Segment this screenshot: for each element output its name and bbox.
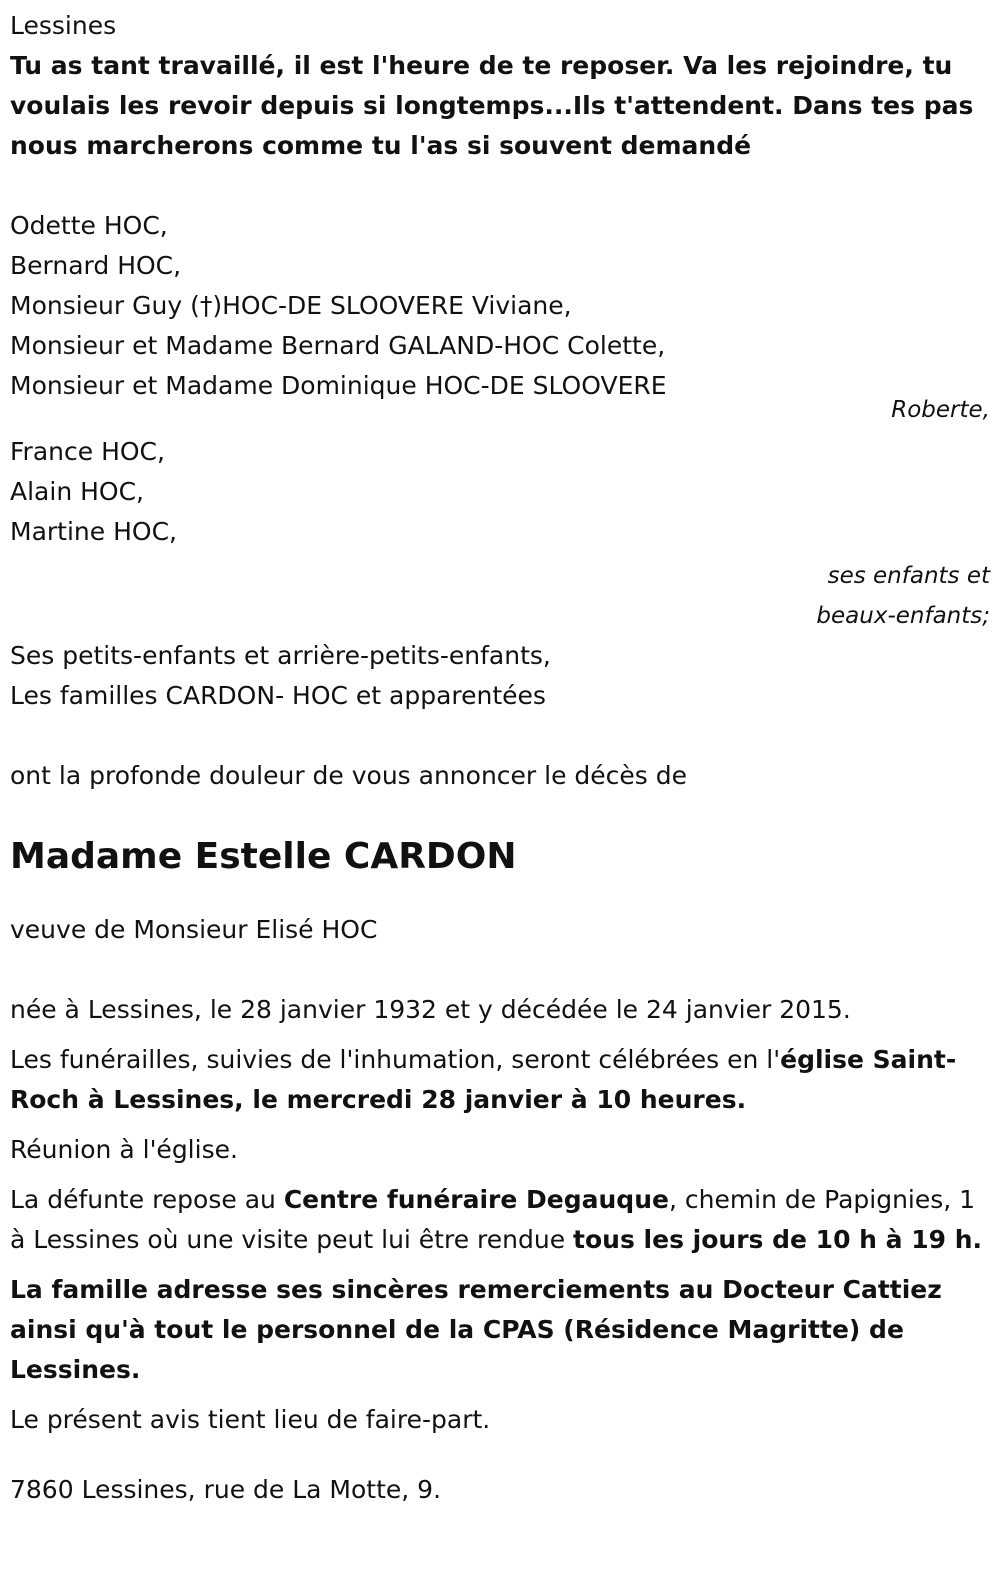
group2-relation-line2: beaux-enfants; [816,603,990,629]
mourner-line: Monsieur et Madame Bernard GALAND-HOC Colette, [10,331,666,360]
mourner-line: Monsieur Guy (†)HOC-DE SLOOVERE Viviane, [10,291,572,320]
announcement-text: ont la profonde douleur de vous annoncer le décès de [10,761,688,790]
repose-text-1: La défunte repose au [10,1185,284,1214]
spacer [10,950,990,990]
group2-relation-line1: ses enfants et [827,563,990,589]
meeting-point: Réunion à l'église. [10,1135,238,1164]
repose-text-2: , chemin de Papignies, 1 à Lessines où une visite peut lui être rendue [10,1185,976,1254]
mourner-line: Monsieur et Madame Dominique HOC-DE SLOOVERE [10,371,667,400]
contact-address: 7860 Lessines, rue de La Motte, 9. [10,1475,442,1504]
mourners-group-2 [10,432,990,636]
deceased-name: Madame Estelle CARDON [10,836,517,877]
funeral-home-name: Centre funéraire Degauque [283,1185,669,1214]
mourner-line: Odette HOC, [10,211,168,240]
mourner-line: Martine HOC, [10,517,177,546]
notice-text: Le présent avis tient lieu de faire-part. [10,1405,491,1434]
extended-family [10,636,990,716]
mourner-line: Bernard HOC, [10,251,182,280]
repose-details [10,1180,990,1260]
widow-of: veuve de Monsieur Elisé HOC [10,915,378,944]
funeral-text: Les funérailles, suivies de l'inhumation, seront célébrées en l' [10,1045,781,1074]
mourner-line: Alain HOC, [10,477,144,506]
spacer [10,166,990,206]
birth-death-dates: née à Lessines, le 28 janvier 1932 et y décédée le 24 janvier 2015. [10,995,851,1024]
mourners-group-1 [10,206,990,430]
family-line: Les familles CARDON- HOC et apparentées [10,681,546,710]
funeral-location-time: église Saint-Roch à Lessines, le mercredi 28 janvier à 10 heures. [10,1045,957,1114]
group1-relation: Roberte, [891,397,990,423]
opening-quote: Tu as tant travaillé, il est l'heure de te reposer. Va les rejoindre, tu voulais les revoir depuis si longtemps...Ils t'attendent. Dans tes pas nous marcherons comme tu l'as si souvent demandé [10,51,974,160]
city-heading: Lessines [10,11,117,40]
funeral-details [10,1040,990,1120]
family-line: Ses petits-enfants et arrière-petits-enfants, [10,641,551,670]
spacer [10,716,990,756]
visiting-hours: tous les jours de 10 h à 19 h. [573,1225,983,1254]
spacer [10,1440,990,1470]
mourner-line: France HOC, [10,437,165,466]
thanks-text: La famille adresse ses sincères remerciements au Docteur Cattiez ainsi qu'à tout le personnel de la CPAS (Résidence Magritte) de Lessines. [10,1275,942,1384]
